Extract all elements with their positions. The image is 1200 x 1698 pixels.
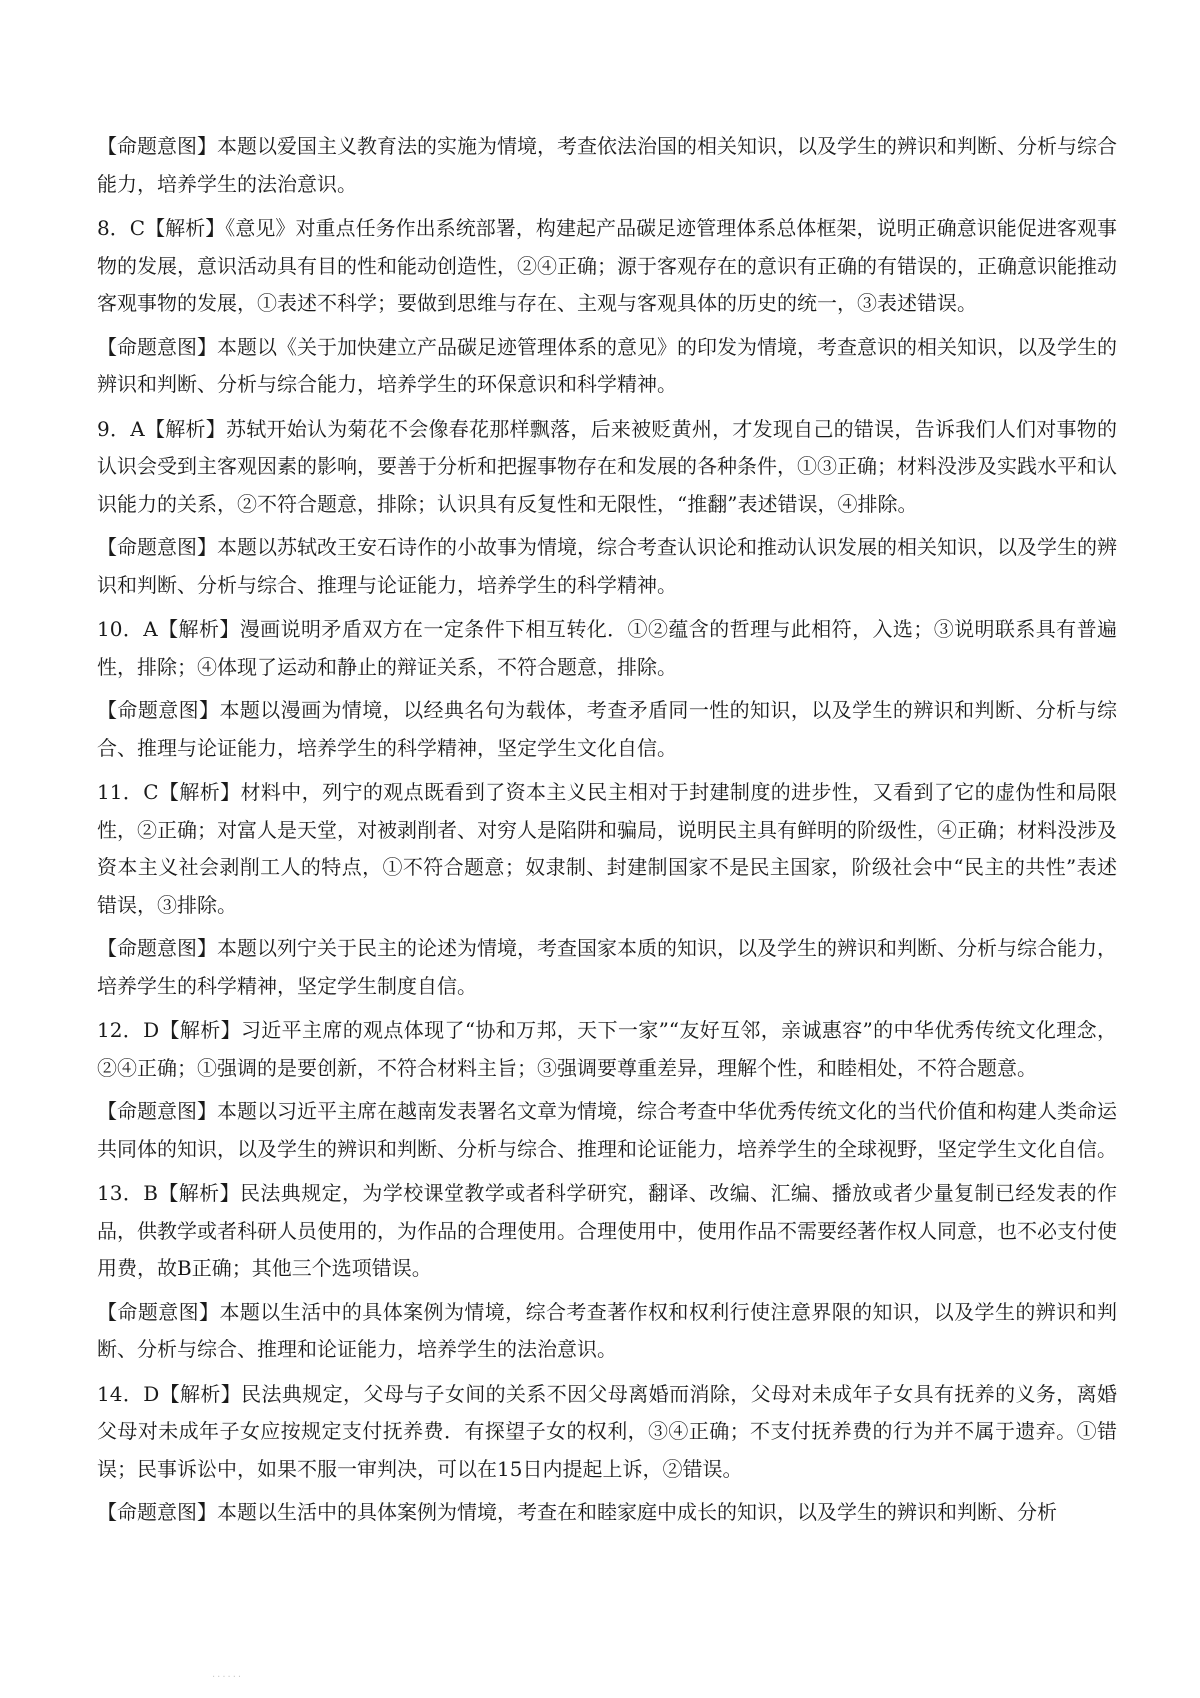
answer-explanation-13: 13．B【解析】民法典规定，为学校课堂教学或者科学研究，翻译、改编、汇编、播放或者少量复制已经发表的作品，供教学或者科研人员使用的，为作品的合理使用。合理使用中，使用作品不需要经著作权人同意，也不必支付使用费，故B正确；其他三个选项错误。 (97, 1181, 1117, 1280)
answer-explanation-8: 8．C【解析】《意见》对重点任务作出系统部署，构建起产品碳足迹管理体系总体框架，说明正确意识能促进客观事物的发展，意识活动具有目的性和能动创造性，②④正确；源于客观存在的意识有正确的有错误的，正确意识能推动客观事物的发展，①表述不科学；要做到思维与存在、主观与客观具体的历史的统一，③表述错误。 (97, 216, 1117, 315)
intent-note-8: 【命题意图】本题以《关于加快建立产品碳足迹管理体系的意见》的印发为情境，考查意识的相关知识，以及学生的辨识和判断、分析与综合能力，培养学生的环保意识和科学精神。 (97, 334, 1117, 396)
intent-note-12: 【命题意图】本题以习近平主席在越南发表署名文章为情境，综合考查中华优秀传统文化的当代价值和构建人类命运共同体的知识，以及学生的辨识和判断、分析与综合、推理和论证能力，培养学生的全球视野，坚定学生文化自信。 (97, 1099, 1117, 1161)
answer-explanation-12: 12．D【解析】习近平主席的观点体现了“协和万邦，天下一家”“友好互邻，亲诚惠容”的中华优秀传统文化理念，②④正确；①强调的是要创新，不符合材料主旨；③强调要尊重差异，理解个性，和睦相处，不符合题意。 (97, 1018, 1117, 1080)
answer-explanation-11: 11．C【解析】材料中，列宁的观点既看到了资本主义民主相对于封建制度的进步性，又看到了它的虚伪性和局限性，②正确；对富人是天堂，对被剥削者、对穷人是陷阱和骗局，说明民主具有鲜明的阶级性，④正确；材料没涉及资本主义社会剥削工人的特点，①不符合题意；奴隶制、封建制国家不是民主国家，阶级社会中“民主的共性”表述错误，③排除。 (97, 780, 1117, 917)
answer-key-content (97, 128, 1117, 1539)
intent-note-13: 【命题意图】本题以生活中的具体案例为情境，综合考查著作权和权利行使注意界限的知识，以及学生的辨识和判断、分析与综合、推理和论证能力，培养学生的法治意识。 (97, 1299, 1117, 1361)
footer-mark: ······ (212, 1672, 244, 1683)
intent-note-14: 【命题意图】本题以生活中的具体案例为情境，考查在和睦家庭中成长的知识，以及学生的辨识和判断、分析 (97, 1500, 1057, 1524)
answer-explanation-14: 14．D【解析】民法典规定，父母与子女间的关系不因父母离婚而消除，父母对未成年子女具有抚养的义务，离婚父母对未成年子女应按规定支付抚养费．有探望子女的权利，③④正确；不支付抚养费的行为并不属于遗弃。①错误；民事诉讼中，如果不服一审判决，可以在15日内提起上诉，②错误。 (97, 1381, 1117, 1481)
intent-note-7: 【命题意图】本题以爱国主义教育法的实施为情境，考查依法治国的相关知识，以及学生的辨识和判断、分析与综合能力，培养学生的法治意识。 (97, 134, 1117, 196)
intent-note-10: 【命题意图】本题以漫画为情境，以经典名句为载体，考查矛盾同一性的知识，以及学生的辨识和判断、分析与综合、推理与论证能力，培养学生的科学精神，坚定学生文化自信。 (97, 698, 1117, 760)
answer-explanation-9: 9．A【解析】苏轼开始认为菊花不会像春花那样飘落，后来被贬黄州，才发现自己的错误，告诉我们人们对事物的认识会受到主客观因素的影响，要善于分析和把握事物存在和发展的各种条件，①③正确；材料没涉及实践水平和认识能力的关系，②不符合题意，排除；认识具有反复性和无限性，“推翻”表述错误，④排除。 (97, 416, 1117, 516)
intent-note-11: 【命题意图】本题以列宁关于民主的论述为情境，考查国家本质的知识，以及学生的辨识和判断、分析与综合能力，培养学生的科学精神，坚定学生制度自信。 (97, 936, 1117, 998)
intent-note-9: 【命题意图】本题以苏轼改王安石诗作的小故事为情境，综合考查认识论和推动认识发展的相关知识，以及学生的辨识和判断、分析与综合、推理与论证能力，培养学生的科学精神。 (97, 535, 1117, 597)
answer-explanation-10: 10．A【解析】漫画说明矛盾双方在一定条件下相互转化．①②蕴含的哲理与此相符，入选；③说明联系具有普遍性，排除；④体现了运动和静止的辩证关系，不符合题意，排除。 (97, 617, 1117, 679)
